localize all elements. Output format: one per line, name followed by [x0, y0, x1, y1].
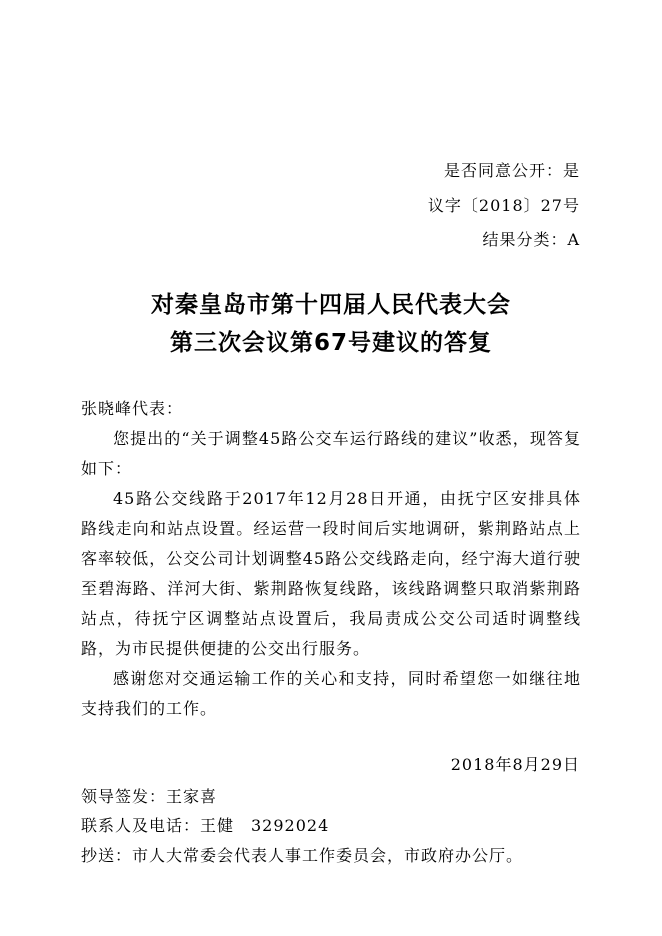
- document-number: 议字〔2018〕27号: [427, 196, 580, 215]
- signing-leader: 领导签发：王家喜: [81, 787, 218, 806]
- reply-date: 2018年8月29日: [450, 755, 580, 774]
- contact-person-phone: 联系人及电话：王健 3292024: [81, 816, 330, 835]
- body-paragraph: 45路公交线路于2017年12月28日开通，由抚宁区安排具体路线走向和站点设置。经运营一段时间后实地调研，紫荆路站点上客率较低，公交公司计划调整45路公交线路走向，经宁海大道行驶至碧海路、洋河大街、紫荆路恢复线路，该线路调整只取消紫荆路站点，待抚宁区调整站点设置后，我局责成公交公司适时调整线路，为市民提供便捷的公交出行服务。: [81, 489, 581, 658]
- copy-to: 抄送：市人大常委会代表人事工作委员会，市政府办公厅。: [81, 846, 524, 865]
- disclosure-status: 是否同意公开：是: [443, 161, 580, 180]
- result-category: 结果分类：A: [482, 230, 580, 249]
- document-title-line-2: 第三次会议第67号建议的答复: [169, 330, 492, 356]
- body-paragraph: 感谢您对交通运输工作的关心和支持，同时希望您一如继往地支持我们的工作。: [81, 669, 581, 718]
- salutation: 张晓峰代表：: [81, 399, 184, 418]
- body-paragraph: 您提出的“关于调整45路公交车运行路线的建议”收悉，现答复如下：: [81, 429, 581, 478]
- document-title-line-1: 对秦皇岛市第十四届人民代表大会: [151, 292, 511, 318]
